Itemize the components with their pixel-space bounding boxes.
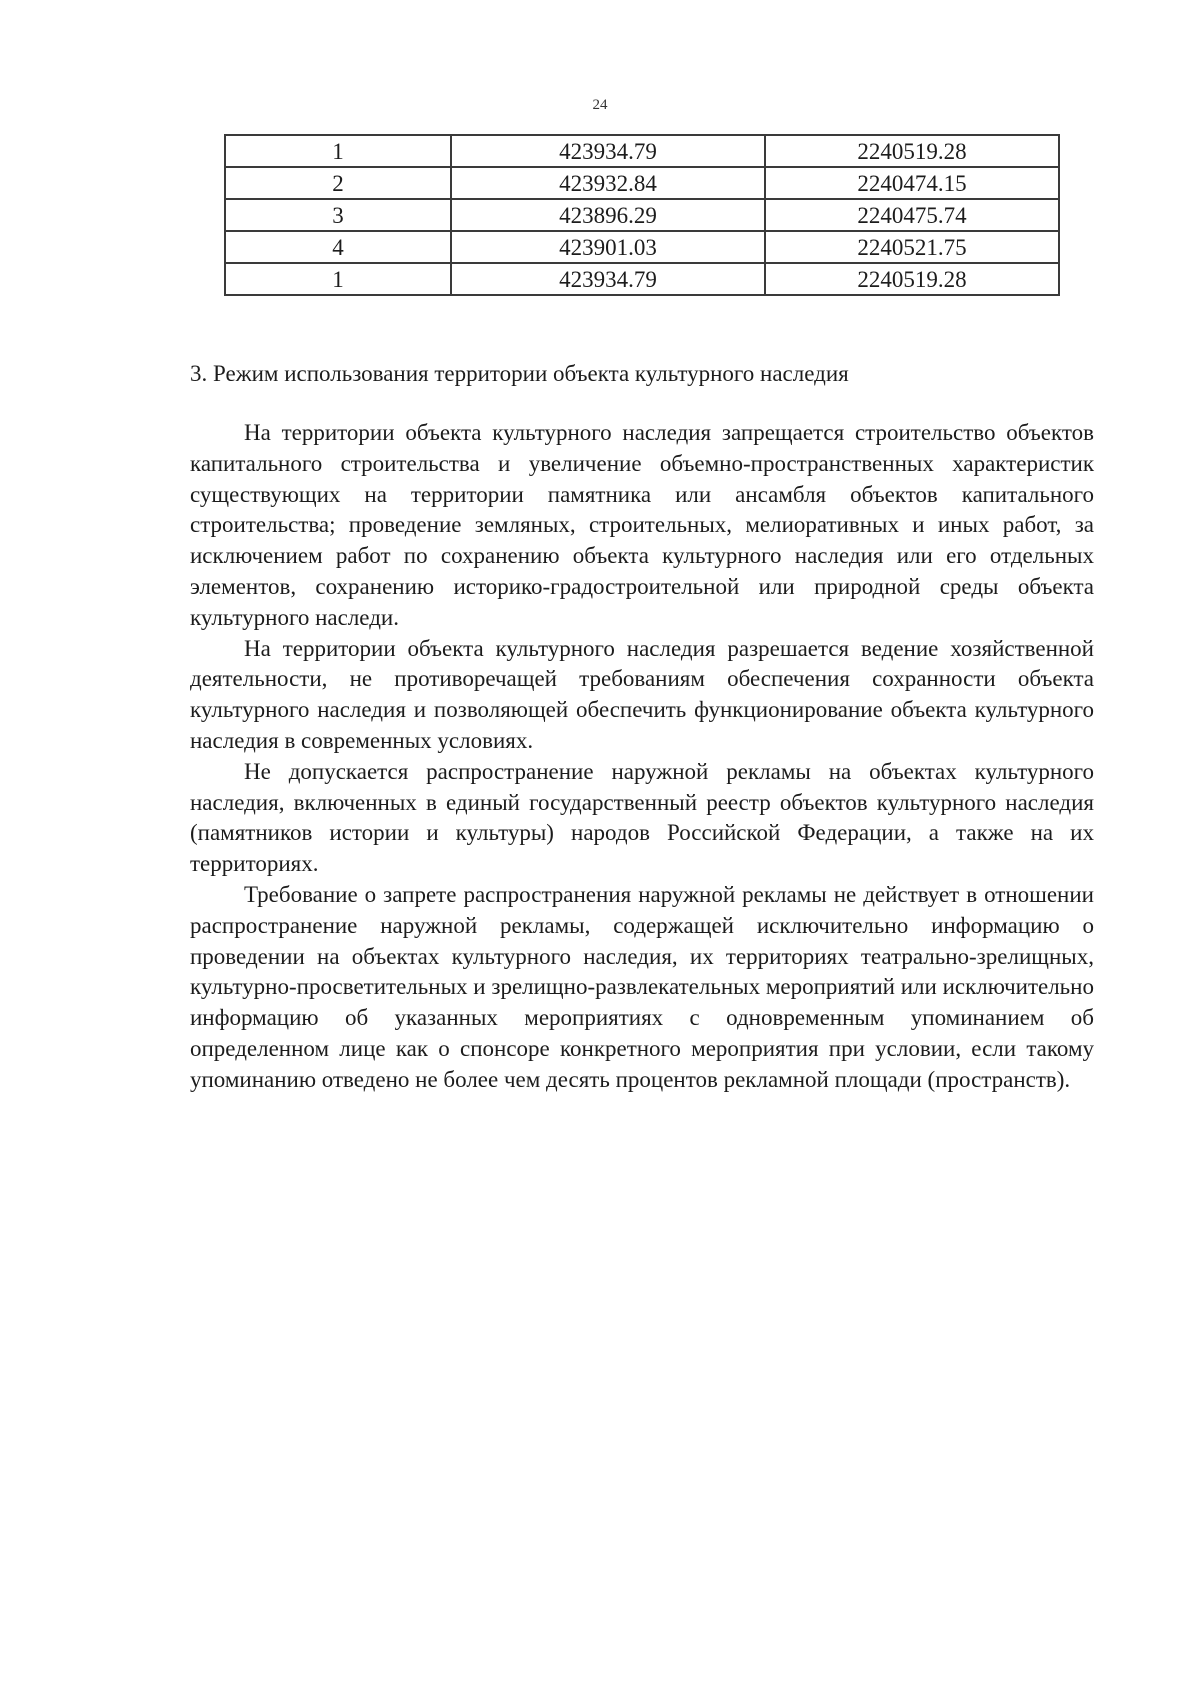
x-coordinate-cell: 423932.84 [451,167,765,199]
point-number-cell: 2 [225,167,451,199]
paragraph: Требование о запрете распространения наружной рекламы не действует в отношении распространение наружной рекламы, содержащей исключительно информацию о проведении на объектах культурного наследия, их территориях театрально-зрелищных, культурно-просветительных и зрелищно-развлекательных мероприятий или исключительно информацию об указанных мероприятиях с одновременным упоминанием об определенном лице как о спонсоре конкретного мероприятия при условии, если такому упоминанию отведено не более чем десять процентов рекламной площади (пространств). [190,881,1094,1092]
point-number-cell: 3 [225,199,451,231]
point-number-cell: 1 [225,263,451,295]
table-row [225,231,1059,263]
table-row [225,167,1059,199]
coordinates-table [224,134,1060,296]
table-row [225,263,1059,295]
y-coordinate-cell: 2240519.28 [765,263,1059,295]
point-number-cell: 4 [225,231,451,263]
paragraph: На территории объекта культурного наследия разрешается ведение хозяйственной деятельности, не противоречащей требованиям обеспечения сохранности объекта культурного наследия и позволяющей обеспечить функционирование объекта культурного наследия в современных условиях. [190,635,1094,753]
section-heading: 3. Режим использования территории объекта культурного наследия [190,361,849,386]
section-body [190,418,1094,1096]
paragraph: На территории объекта культурного наследия запрещается строительство объектов капитального строительства и увеличение объемно-пространственных характеристик существующих на территории памятника или ансамбля объектов капитального строительства; проведение земляных, строительных, мелиоративных и иных работ, за исключением работ по сохранению объекта культурного наследия или его отдельных элементов, сохранению историко-градостроительной или природной среды объекта культурного наследи. [190,420,1094,630]
y-coordinate-cell: 2240519.28 [765,135,1059,167]
x-coordinate-cell: 423934.79 [451,263,765,295]
paragraph: Не допускается распространение наружной рекламы на объектах культурного наследия, включенных в единый государственный реестр объектов культурного наследия (памятников истории и культуры) народов Российской Федерации, а также на их территориях. [190,758,1094,877]
point-number-cell: 1 [225,135,451,167]
x-coordinate-cell: 423934.79 [451,135,765,167]
y-coordinate-cell: 2240521.75 [765,231,1059,263]
y-coordinate-cell: 2240475.74 [765,199,1059,231]
page-number: 24 [592,97,608,113]
x-coordinate-cell: 423896.29 [451,199,765,231]
table-row [225,135,1059,167]
y-coordinate-cell: 2240474.15 [765,167,1059,199]
x-coordinate-cell: 423901.03 [451,231,765,263]
table-row [225,199,1059,231]
